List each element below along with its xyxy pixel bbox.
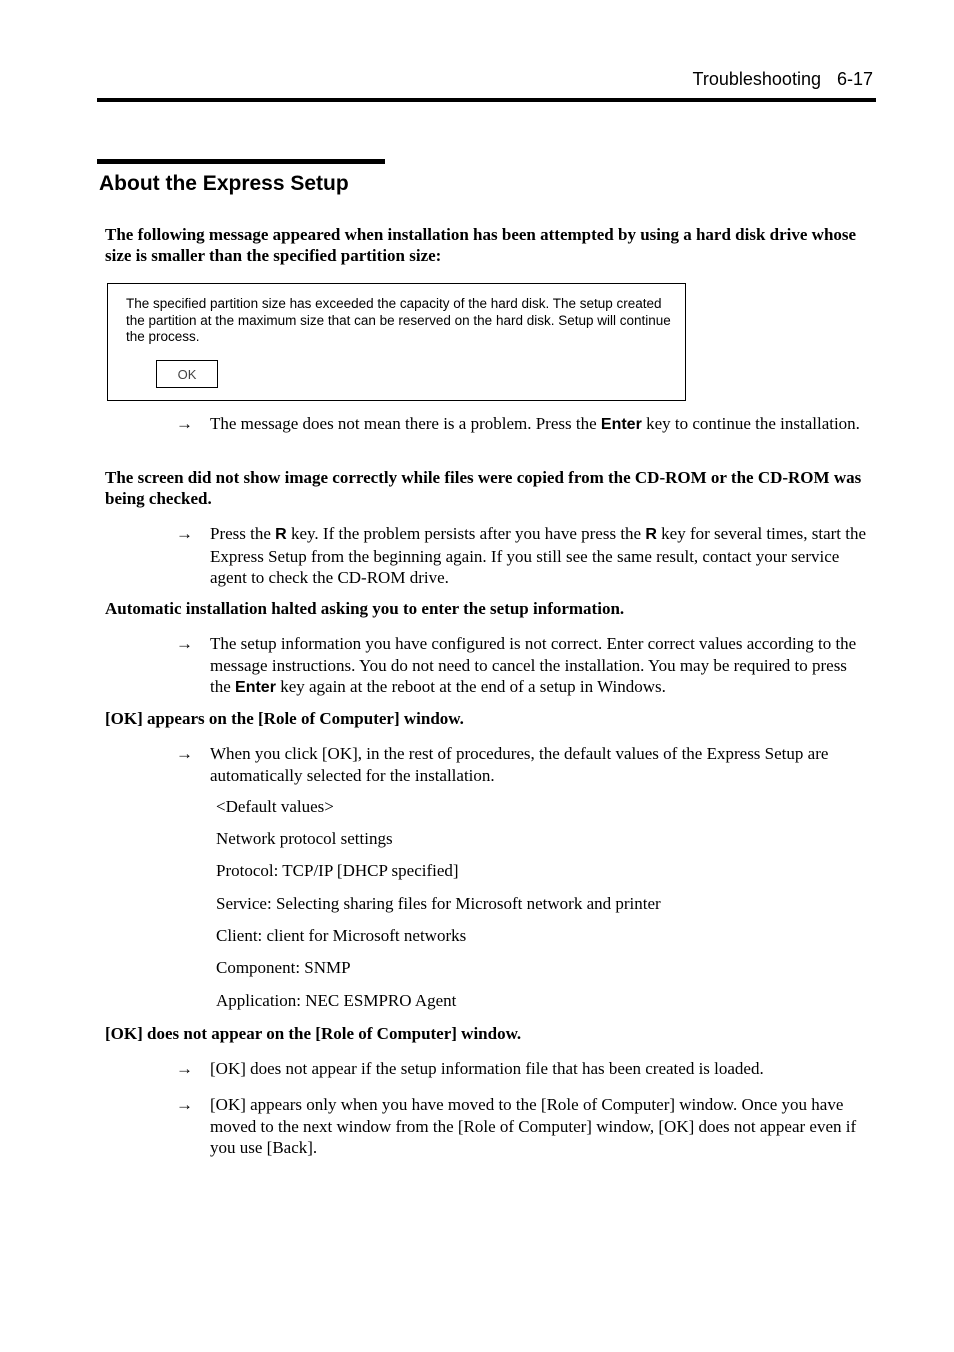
question-3: Automatic installation halted asking you to enter the setup information.	[105, 599, 625, 618]
question-5: [OK] does not appear on the [Role of Computer] window.	[105, 1024, 522, 1043]
default-value-item: Component: SNMP	[216, 958, 351, 977]
arrow-right-icon: →	[176, 744, 193, 763]
arrow-right-icon: →	[176, 1095, 193, 1114]
arrow-right-icon: →	[176, 414, 193, 433]
section-rule	[97, 159, 385, 164]
page-number: 6-17	[836, 69, 873, 89]
question-4: [OK] appears on the [Role of Computer] window.	[105, 709, 464, 728]
enter-key-label: Enter	[600, 416, 642, 433]
running-header	[693, 69, 873, 90]
ok-button[interactable]: OK	[156, 360, 218, 388]
message-dialog	[107, 283, 686, 401]
answer-6: → [OK] appears only when you have moved to the [Role of Computer] window. Once you have moved to the next window from the [Role of Computer] window, [OK] does not appear even if you use [Back].	[176, 1095, 857, 1157]
default-value-item: Client: client for Microsoft networks	[216, 926, 467, 945]
default-value-item: Service: Selecting sharing files for Microsoft network and printer	[216, 894, 661, 913]
arrow-right-icon: →	[176, 524, 193, 543]
answer-3: → The setup information you have configured is not correct. Enter correct values according to the message instructions. You do not need to cancel the installation. You may be required to press the Enter key again at the reboot at the end of a setup in Windows.	[176, 634, 857, 696]
section-title: About the Express Setup	[99, 172, 349, 195]
answer-5: → [OK] does not appear if the setup information file that has been created is loaded.	[176, 1059, 764, 1078]
default-value-item: Application: NEC ESMPRO Agent	[216, 991, 457, 1010]
arrow-right-icon: →	[176, 1059, 193, 1078]
enter-key-label: Enter	[235, 679, 276, 696]
answer-4: → When you click [OK], in the rest of procedures, the default values of the Express Setup are automatically selected for the installation.	[176, 744, 829, 785]
arrow-right-icon: →	[176, 634, 193, 653]
question-1: The following message appeared when installation has been attempted by using a hard disk drive whose size is smaller than the specified partition size:	[105, 225, 857, 265]
answer-2: → Press the R key. If the problem persists after you have press the R key for several times, start the Express Setup from the beginning again. If you still see the same result, contact your service agent to check the CD-ROM drive.	[176, 524, 867, 587]
question-2: The screen did not show image correctly while files were copied from the CD-ROM or the CD-ROM was being checked.	[105, 468, 862, 508]
dialog-message: The specified partition size has exceeded the capacity of the hard disk. The setup created the partition at the maximum size that can be reserved on the hard disk. Setup will continue the process.	[126, 296, 671, 344]
default-value-item: Protocol: TCP/IP [DHCP specified]	[216, 861, 459, 880]
default-values-heading: <Default values>	[216, 797, 334, 816]
header-rule	[97, 98, 876, 102]
r-key-label: R	[275, 526, 287, 543]
default-value-item: Network protocol settings	[216, 829, 393, 848]
r-key-label: R	[645, 526, 657, 543]
header-section: Troubleshooting	[692, 69, 821, 89]
answer-1: → The message does not mean there is a problem. Press the Enter key to continue the installation.	[176, 414, 860, 433]
